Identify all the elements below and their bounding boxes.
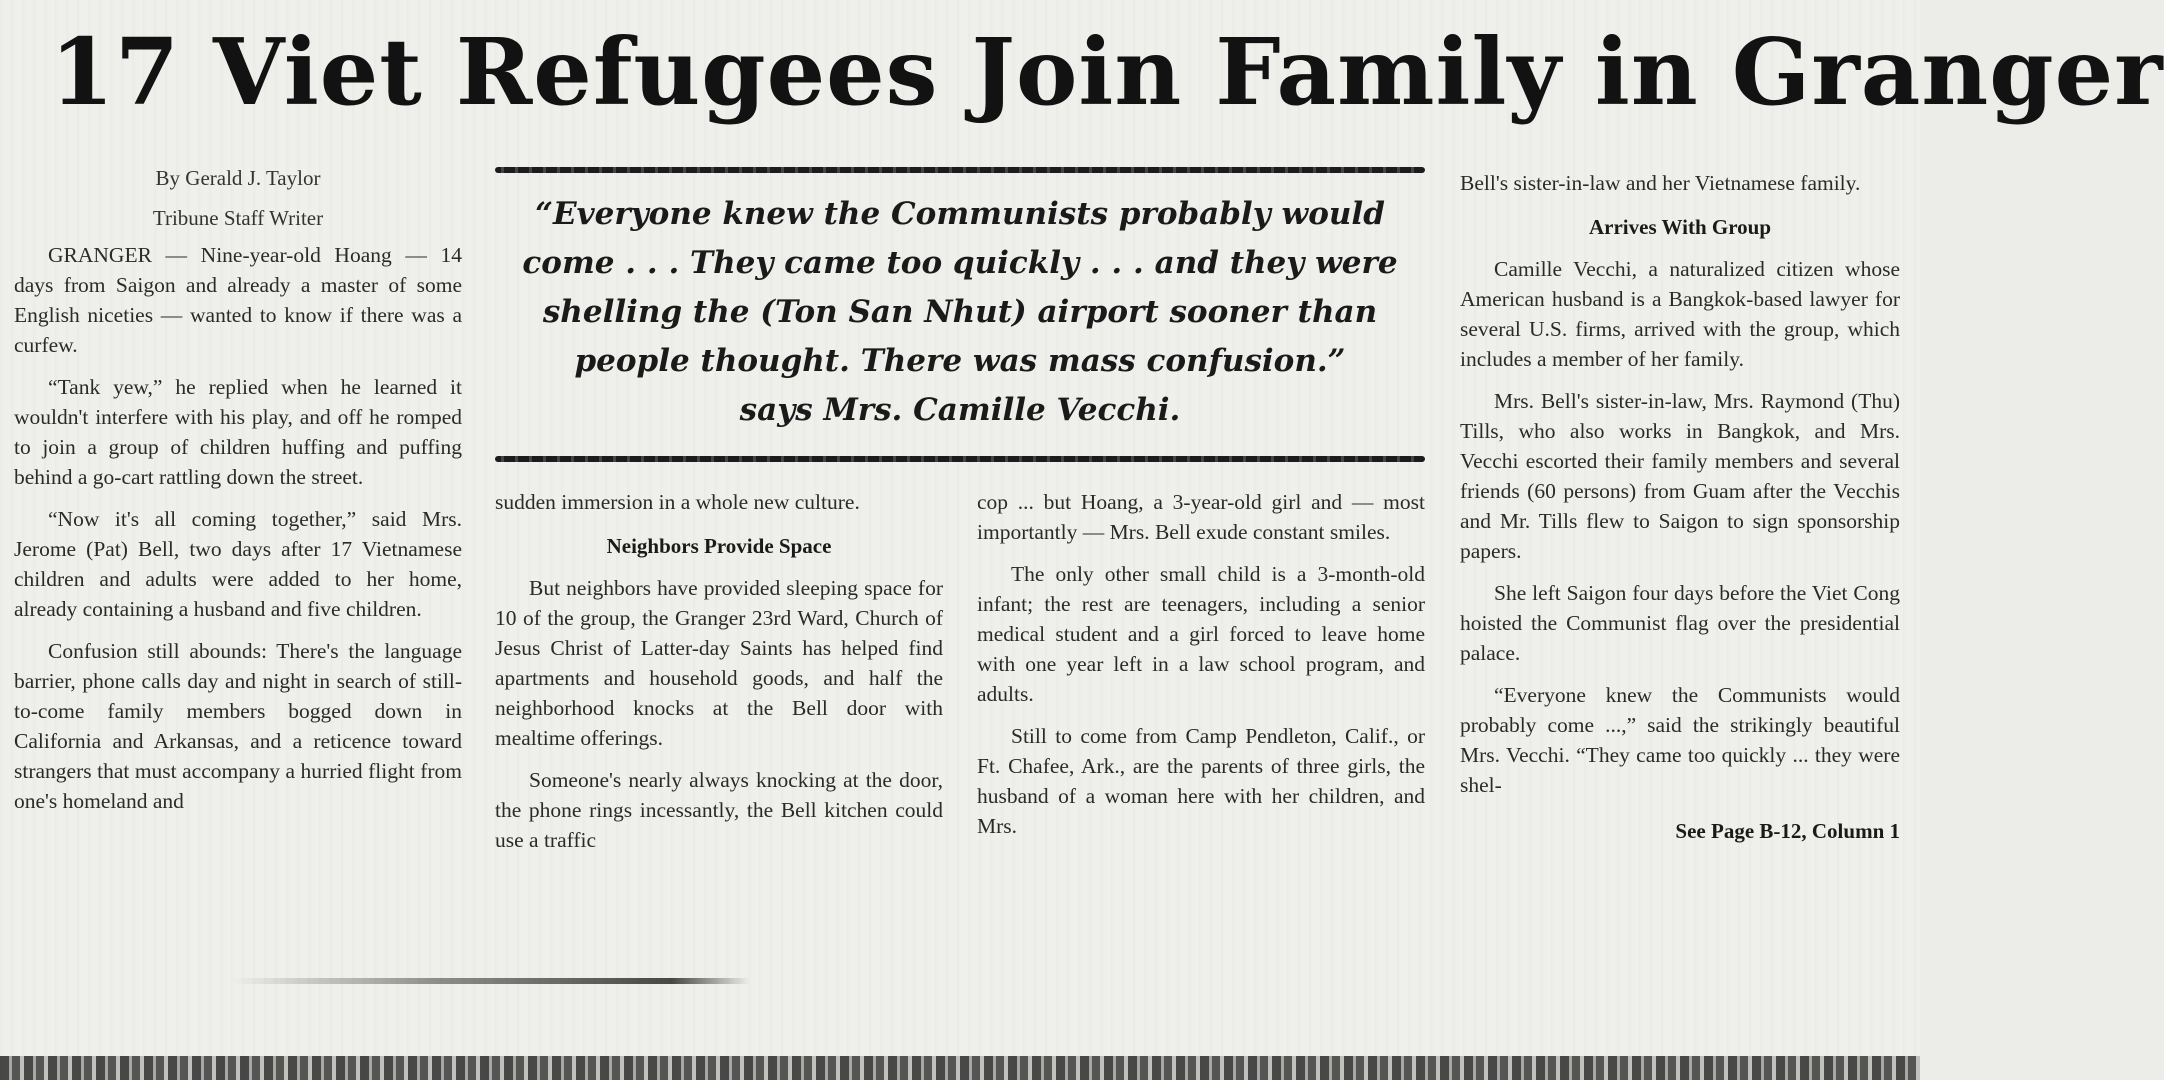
paragraph: She left Saigon four days before the Viet Cong hoisted the Communist flag over the presidential palace.	[1460, 581, 1900, 665]
pullquote-rule-top	[495, 167, 1425, 173]
paragraph: GRANGER — Nine-year-old Hoang — 14 days from Saigon and already a master of some English niceties — wanted to know if there was a curfew.	[14, 243, 462, 357]
paragraph: The only other small child is a 3-month-old infant; the rest are teenagers, including a senior medical student and a girl forced to leave home with one year left in a law school program, and adults.	[977, 562, 1425, 706]
column-1	[14, 160, 462, 828]
paragraph: Camille Vecchi, a naturalized citizen whose American husband is a Bangkok-based lawyer for several U.S. firms, arrived with the group, which includes a member of her family.	[1460, 257, 1900, 371]
paragraph: Still to come from Camp Pendleton, Calif., or Ft. Chafee, Ark., are the parents of three girls, the husband of a woman here with her children, and Mrs.	[977, 724, 1425, 838]
paragraph: “Now it's all coming together,” said Mrs. Jerome (Pat) Bell, two days after 17 Vietnamese children and adults were added to her home, already containing a husband and five children.	[14, 507, 462, 621]
byline-author: By Gerald J. Taylor	[155, 166, 321, 190]
pullquote-rule-bottom	[495, 456, 1425, 462]
paragraph: cop ... but Hoang, a 3-year-old girl and — most importantly — Mrs. Bell exude constant smiles.	[977, 490, 1425, 544]
paragraph: “Everyone knew the Communists would probably come ...,” said the strikingly beautiful Mrs. Vecchi. “They came too quickly ... they were shel-	[1460, 683, 1900, 797]
pullquote-text: “Everyone knew the Communists probably would come . . . They came too quickly . . . and they were shelling the (Ton San Nhut) airport sooner than people thought. There was mass confusion.”	[522, 196, 1398, 379]
column-2	[495, 487, 943, 867]
column-4	[1460, 168, 1900, 846]
paragraph: Confusion still abounds: There's the language barrier, phone calls day and night in search of still-to-come family members bogged down in California and Arkansas, and a reticence toward strangers that must accompany a hurried flight from one's homeland and	[14, 639, 462, 813]
subhead: Neighbors Provide Space	[606, 534, 832, 558]
byline-title: Tribune Staff Writer	[152, 206, 324, 230]
paragraph: Mrs. Bell's sister-in-law, Mrs. Raymond (Thu) Tills, who also works in Bangkok, and Mrs. Vecchi escorted their family members and several friends (60 persons) from Guam after the Vecchis and Mr. Tills flew to Saigon to sign sponsorship papers.	[1460, 389, 1900, 563]
paragraph: sudden immersion in a whole new culture.	[495, 490, 860, 514]
scan-edge-strip	[0, 1056, 1920, 1080]
headline: 17 Viet Refugees Join Family in Granger	[50, 18, 2164, 126]
paragraph: “Tank yew,” he replied when he learned it wouldn't interfere with his play, and off he romped to join a group of children huffing and puffing behind a go-cart rattling down the street.	[14, 375, 462, 489]
jump-line: See Page B-12, Column 1	[1675, 819, 1900, 843]
ink-smudge	[230, 978, 750, 984]
paragraph: Someone's nearly always knocking at the door, the phone rings incessantly, the Bell kitchen could use a traffic	[495, 768, 943, 852]
paragraph: But neighbors have provided sleeping space for 10 of the group, the Granger 23rd Ward, Church of Jesus Christ of Latter-day Saints has helped find apartments and household goods, and half the neighborhood knocks at the Bell door with mealtime offerings.	[495, 576, 943, 750]
subhead: Arrives With Group	[1588, 215, 1772, 239]
column-3	[977, 487, 1425, 853]
paragraph: Bell's sister-in-law and her Vietnamese family.	[1460, 171, 1861, 195]
pullquote	[510, 190, 1410, 435]
pullquote-attribution: says Mrs. Camille Vecchi.	[739, 392, 1181, 428]
